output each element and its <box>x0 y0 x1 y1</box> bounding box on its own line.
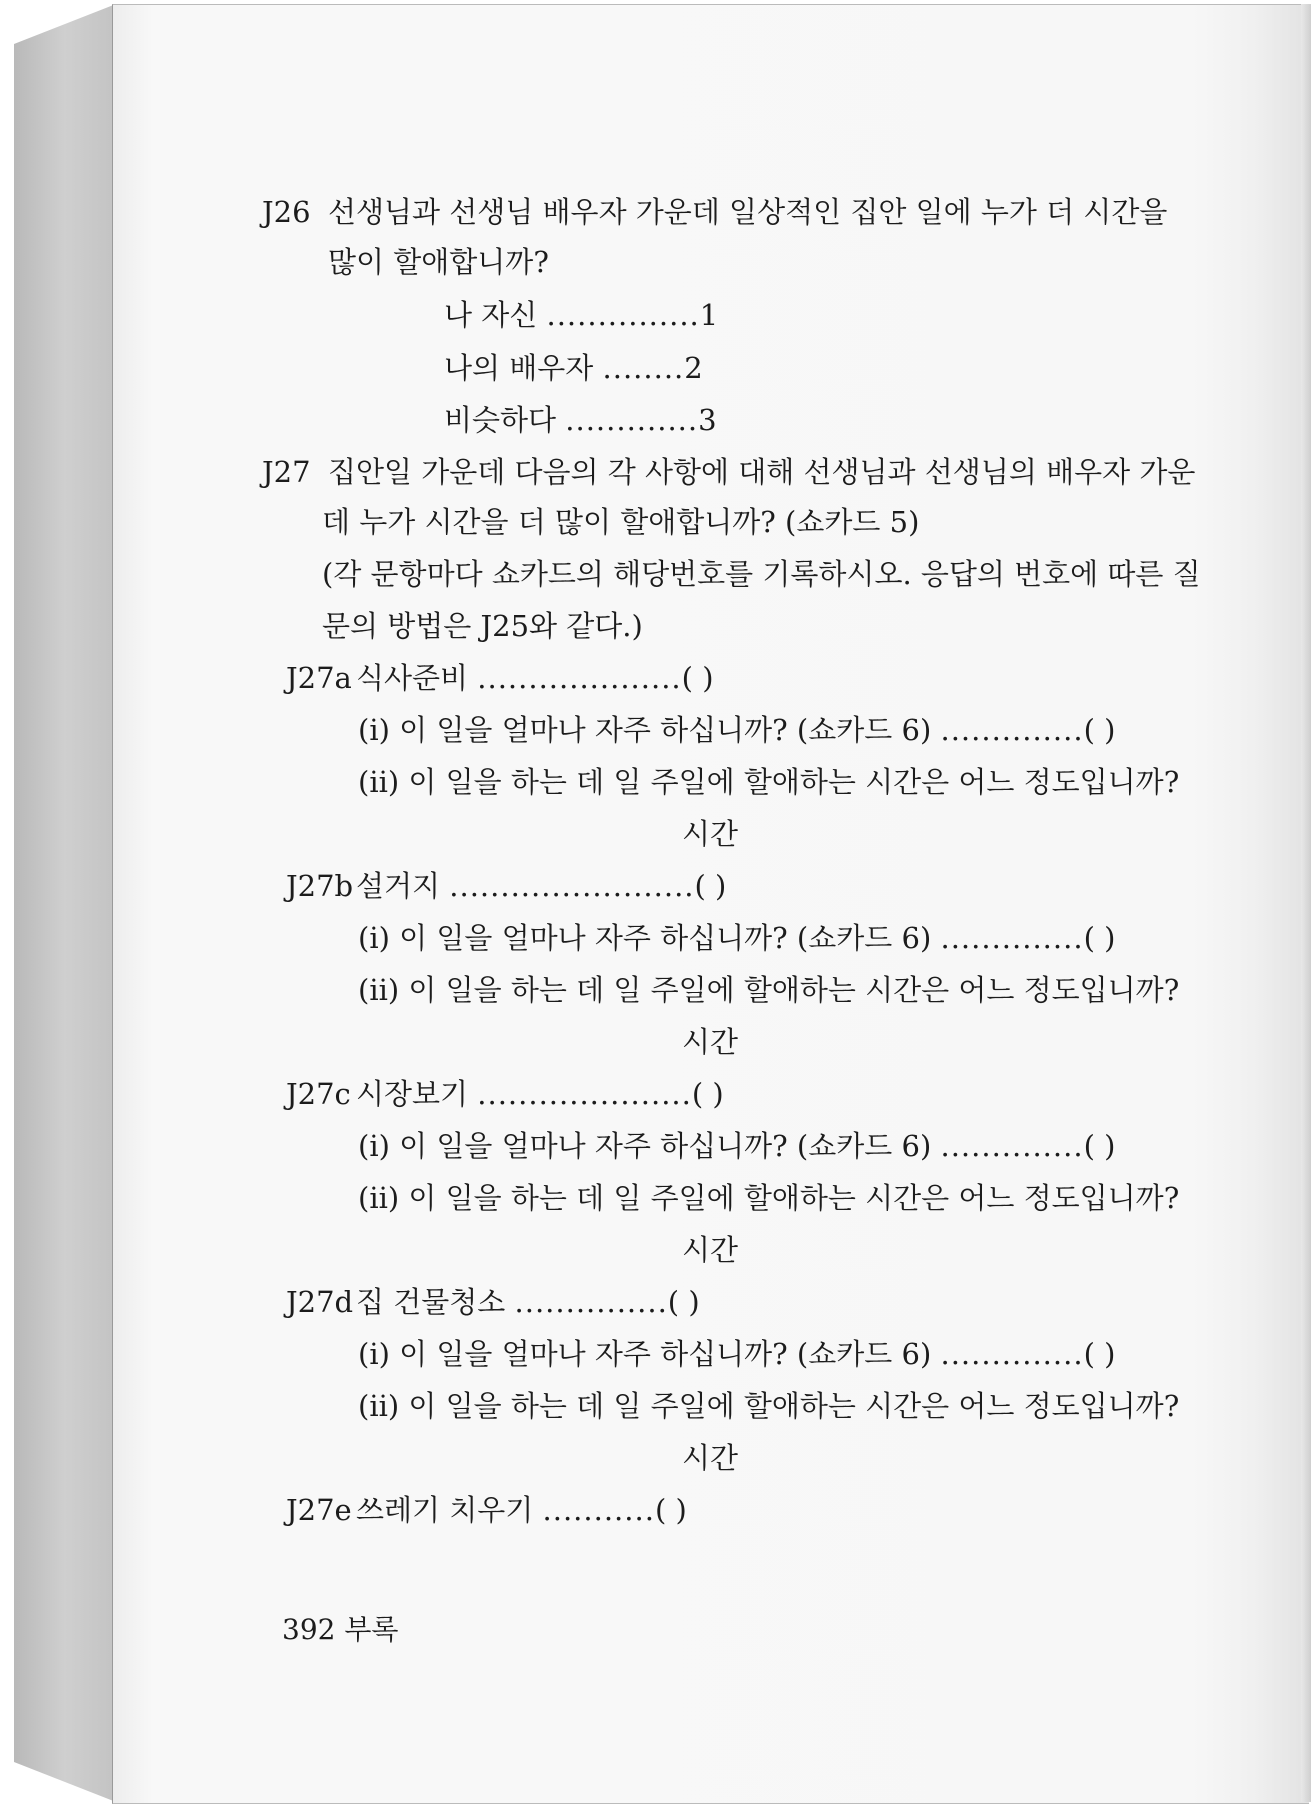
j27-line2: 데 누가 시간을 더 많이 할애합니까? (쇼카드 5) <box>322 505 920 539</box>
j26-option-2: 나의 배우자 ........2 <box>444 351 703 385</box>
j27d-hours-label: 시간 <box>682 1441 739 1475</box>
j27-note1: (각 문항마다 쇼카드의 해당번호를 기록하시오. 응답의 번호에 따른 질 <box>322 557 1201 591</box>
book-spine <box>14 4 116 1802</box>
j27e-item: J27e 쓰레기 치우기 ...........( ) <box>286 1493 687 1527</box>
page-edge <box>1301 4 1311 1802</box>
j26-line2: 많이 할애합니까? <box>328 245 549 279</box>
answer-box[interactable]: ( ) <box>691 1077 724 1111</box>
j27a-hours-question: (ii) 이 일을 하는 데 일 주일에 할애하는 시간은 어느 정도입니까? <box>358 765 1180 799</box>
j26-option-1: 나 자신 ...............1 <box>444 298 719 332</box>
answer-box[interactable]: ( ) <box>667 1285 700 1319</box>
answer-box[interactable]: ( ) <box>694 869 727 903</box>
j27a-item: J27a 식사준비 ....................( ) <box>286 661 714 695</box>
section-label: 부록 <box>344 1613 399 1646</box>
answer-box[interactable]: ( ) <box>1083 921 1116 955</box>
answer-box[interactable]: ( ) <box>1083 1337 1116 1371</box>
answer-box[interactable]: ( ) <box>1083 1129 1116 1163</box>
j27-number: J27 <box>262 455 311 489</box>
j27d-item: J27d 집 건물청소 ...............( ) <box>286 1285 700 1319</box>
j27b-hours-label: 시간 <box>682 1025 739 1059</box>
j27-text-1: 집안일 가운데 다음의 각 사항에 대해 선생님과 선생님의 배우자 가운 <box>328 455 1196 489</box>
j27c-hours-label: 시간 <box>682 1233 739 1267</box>
page-number: 392 <box>282 1613 336 1646</box>
answer-box[interactable]: ( ) <box>654 1493 687 1527</box>
j27-note2: 문의 방법은 J25와 같다.) <box>322 609 643 643</box>
answer-box[interactable]: ( ) <box>681 661 714 695</box>
j27-line1 <box>262 450 1195 491</box>
page-footer <box>282 1608 398 1648</box>
j27a-hours-label: 시간 <box>682 817 739 851</box>
answer-box[interactable]: ( ) <box>1083 713 1116 747</box>
j26-text-1: 선생님과 선생님 배우자 가운데 일상적인 집안 일에 누가 더 시간을 <box>328 195 1168 229</box>
j27c-hours-question: (ii) 이 일을 하는 데 일 주일에 할애하는 시간은 어느 정도입니까? <box>358 1181 1180 1215</box>
j26-line1 <box>262 190 1167 231</box>
j27b-hours-question: (ii) 이 일을 하는 데 일 주일에 할애하는 시간은 어느 정도입니까? <box>358 973 1180 1007</box>
j27d-hours-question: (ii) 이 일을 하는 데 일 주일에 할애하는 시간은 어느 정도입니까? <box>358 1389 1180 1423</box>
j27c-item: J27c 시장보기 .....................( ) <box>286 1077 724 1111</box>
j27b-frequency: (i) 이 일을 얼마나 자주 하십니까? (쇼카드 6) ..............( ) <box>358 921 1116 955</box>
j27b-item: J27b 설거지 ........................( ) <box>286 869 727 903</box>
j26-number: J26 <box>262 195 311 229</box>
j27d-frequency: (i) 이 일을 얼마나 자주 하십니까? (쇼카드 6) ..............( ) <box>358 1337 1116 1371</box>
j26-option-3: 비슷하다 .............3 <box>444 403 717 437</box>
j27a-frequency: (i) 이 일을 얼마나 자주 하십니까? (쇼카드 6) ..............( ) <box>358 713 1116 747</box>
j27c-frequency: (i) 이 일을 얼마나 자주 하십니까? (쇼카드 6) ..............( ) <box>358 1129 1116 1163</box>
